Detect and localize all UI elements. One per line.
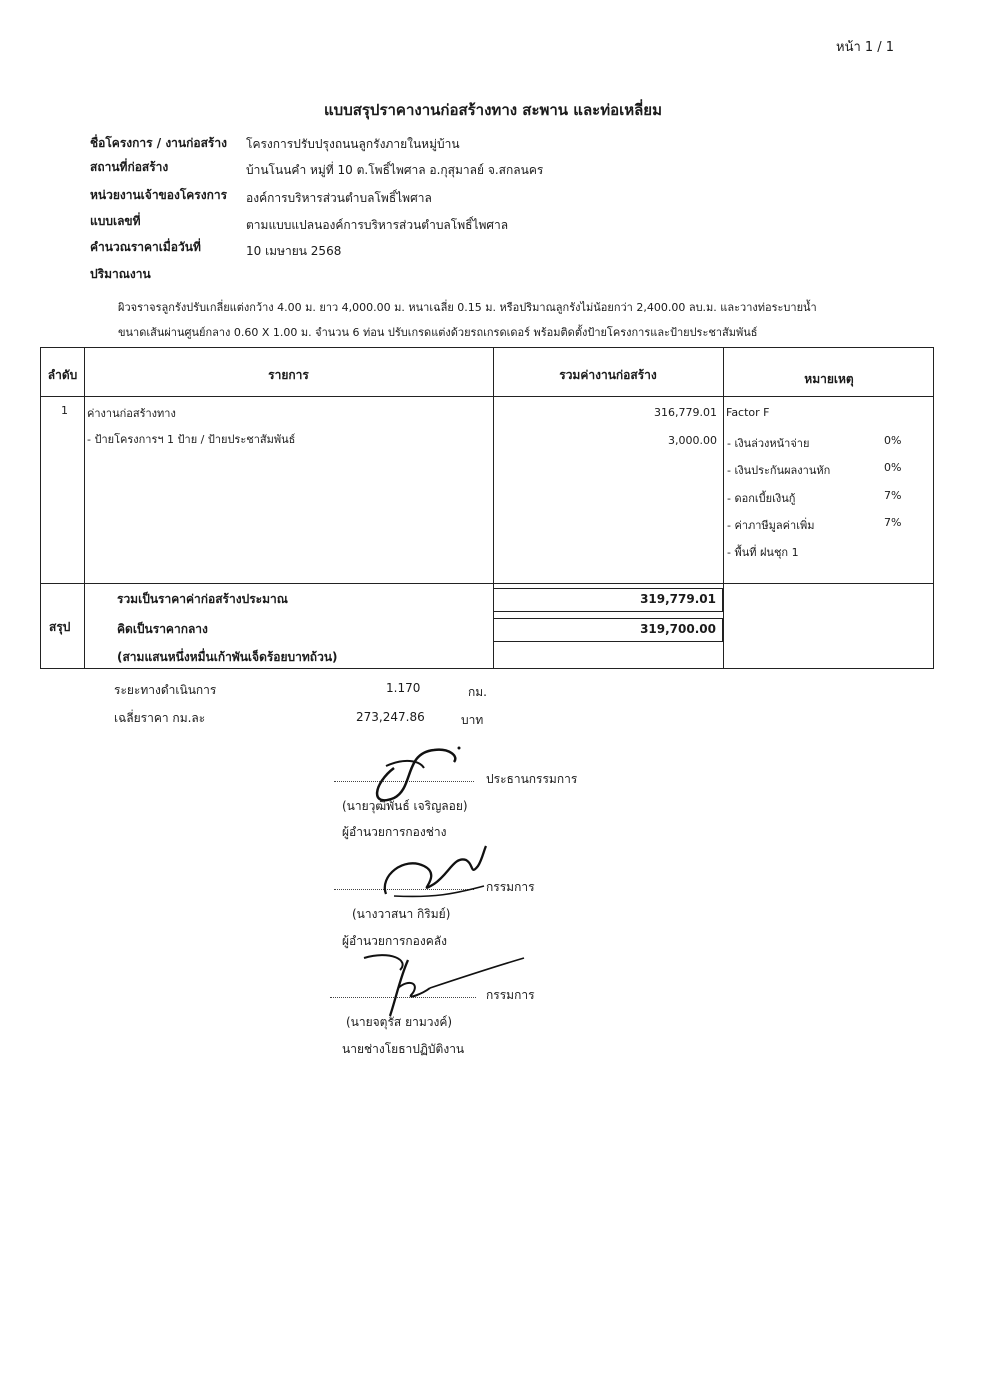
avg-price-value: 273,247.86	[356, 710, 425, 724]
signature-3-position: นายช่างโยธาปฏิบัติงาน	[342, 1042, 465, 1056]
info-value-project: โครงการปรับปรุงถนนลูกรังภายในหมู่บ้าน	[246, 137, 460, 151]
page-number: หน้า 1 / 1	[836, 40, 895, 55]
signature-1-name: (นายวุฒิพันธ์ เจริญลอย)	[342, 799, 468, 813]
row-1-item: ค่างานก่อสร้างทาง	[87, 407, 176, 420]
cost-summary-table	[40, 347, 934, 669]
summary-label: สรุป	[49, 620, 71, 634]
amount-in-words: (สามแสนหนึ่งหมื่นเก้าพันเจ็ดร้อยบาทถ้วน)	[117, 650, 338, 664]
document-title: แบบสรุปราคางานก่อสร้างทาง สะพาน และท่อเหลี่ยม	[324, 101, 662, 119]
info-value-drawing: ตามแบบแปลนองค์การบริหารส่วนตำบลโพธิ์ไพศาล	[246, 218, 509, 232]
median-value: 319,700.00	[493, 618, 723, 642]
info-label-drawing: แบบเลขที่	[90, 214, 141, 228]
distance-unit: กม.	[468, 685, 487, 699]
row-2-item: - ป้ายโครงการฯ 1 ป้าย / ป้ายประชาสัมพันธ์	[87, 433, 296, 446]
remark-area: - พื้นที่ ฝนชุก 1	[727, 546, 799, 559]
remark-advance-value: 0%	[884, 434, 902, 447]
median-label: คิดเป็นราคากลาง	[117, 622, 208, 636]
info-label-quantity: ปริมาณงาน	[90, 267, 151, 281]
remark-interest: - ดอกเบี้ยเงินกู้	[727, 492, 796, 505]
total-value: 319,779.01	[493, 588, 723, 612]
info-value-location: บ้านโนนคำ หมู่ที่ 10 ต.โพธิ์ไพศาล อ.กุสุมาลย์ จ.สกลนคร	[246, 163, 544, 177]
header-total: รวมค่างานก่อสร้าง	[559, 368, 657, 382]
total-label: รวมเป็นราคาค่าก่อสร้างประมาณ	[117, 592, 288, 606]
row-1-no: 1	[61, 404, 68, 417]
signature-3-name: (นายจตุรัส ยามวงค์)	[346, 1015, 453, 1029]
row-1-amount: 316,779.01	[654, 406, 717, 419]
row-2-amount: 3,000.00	[668, 434, 717, 447]
info-label-location: สถานที่ก่อสร้าง	[90, 160, 169, 174]
remark-retention: - เงินประกันผลงานหัก	[727, 464, 831, 477]
signature-3-image	[360, 948, 530, 1020]
quantity-line-1: ผิวจราจรลูกรังปรับเกลี่ยแต่งกว้าง 4.00 ม. ยาว 4,000.00 ม. หนาเฉลี่ย 0.15 ม. หรือปริมาณลูกรังไม่น้อยกว่า 2,400.00 ลบ.ม. และวางท่อระบายน้ำ	[118, 301, 817, 314]
quantity-line-2: ขนาดเส้นผ่านศูนย์กลาง 0.60 X 1.00 ม. จำนวน 6 ท่อน ปรับเกรดแต่งด้วยรถเกรดเดอร์ พร้อมติดตั้งป้ายโครงการและป้ายประชาสัมพันธ์	[118, 326, 758, 339]
remark-factor: Factor F	[726, 406, 770, 419]
signature-2-name: (นางวาสนา กิริมย์)	[352, 907, 451, 921]
header-remark: หมายเหตุ	[804, 372, 854, 386]
avg-price-unit: บาท	[461, 713, 484, 727]
info-value-date: 10 เมษายน 2568	[246, 244, 342, 258]
remark-advance: - เงินล่วงหน้าจ่าย	[727, 437, 810, 450]
info-label-project: ชื่อโครงการ / งานก่อสร้าง	[90, 136, 227, 150]
signature-1-role: ประธานกรรมการ	[486, 772, 578, 786]
header-no: ลำดับ	[47, 368, 78, 382]
info-label-agency: หน่วยงานเจ้าของโครงการ	[90, 188, 228, 202]
remark-interest-value: 7%	[884, 489, 902, 502]
distance-label: ระยะทางดำเนินการ	[114, 683, 217, 697]
info-label-date: คำนวณราคาเมื่อวันที่	[90, 240, 201, 254]
signature-1-position: ผู้อำนวยการกองช่าง	[342, 825, 447, 839]
distance-value: 1.170	[386, 681, 421, 695]
remark-retention-value: 0%	[884, 461, 902, 474]
signature-2-role: กรรมการ	[486, 880, 535, 894]
remark-vat-value: 7%	[884, 516, 902, 529]
remark-vat: - ค่าภาษีมูลค่าเพิ่ม	[727, 519, 815, 532]
avg-price-label: เฉลี่ยราคา กม.ละ	[114, 711, 206, 725]
info-value-agency: องค์การบริหารส่วนตำบลโพธิ์ไพศาล	[246, 191, 432, 205]
signature-2-image	[374, 836, 494, 902]
signature-2-position: ผู้อำนวยการกองคลัง	[342, 934, 447, 948]
signature-3-role: กรรมการ	[486, 988, 535, 1002]
header-item: รายการ	[268, 368, 309, 382]
